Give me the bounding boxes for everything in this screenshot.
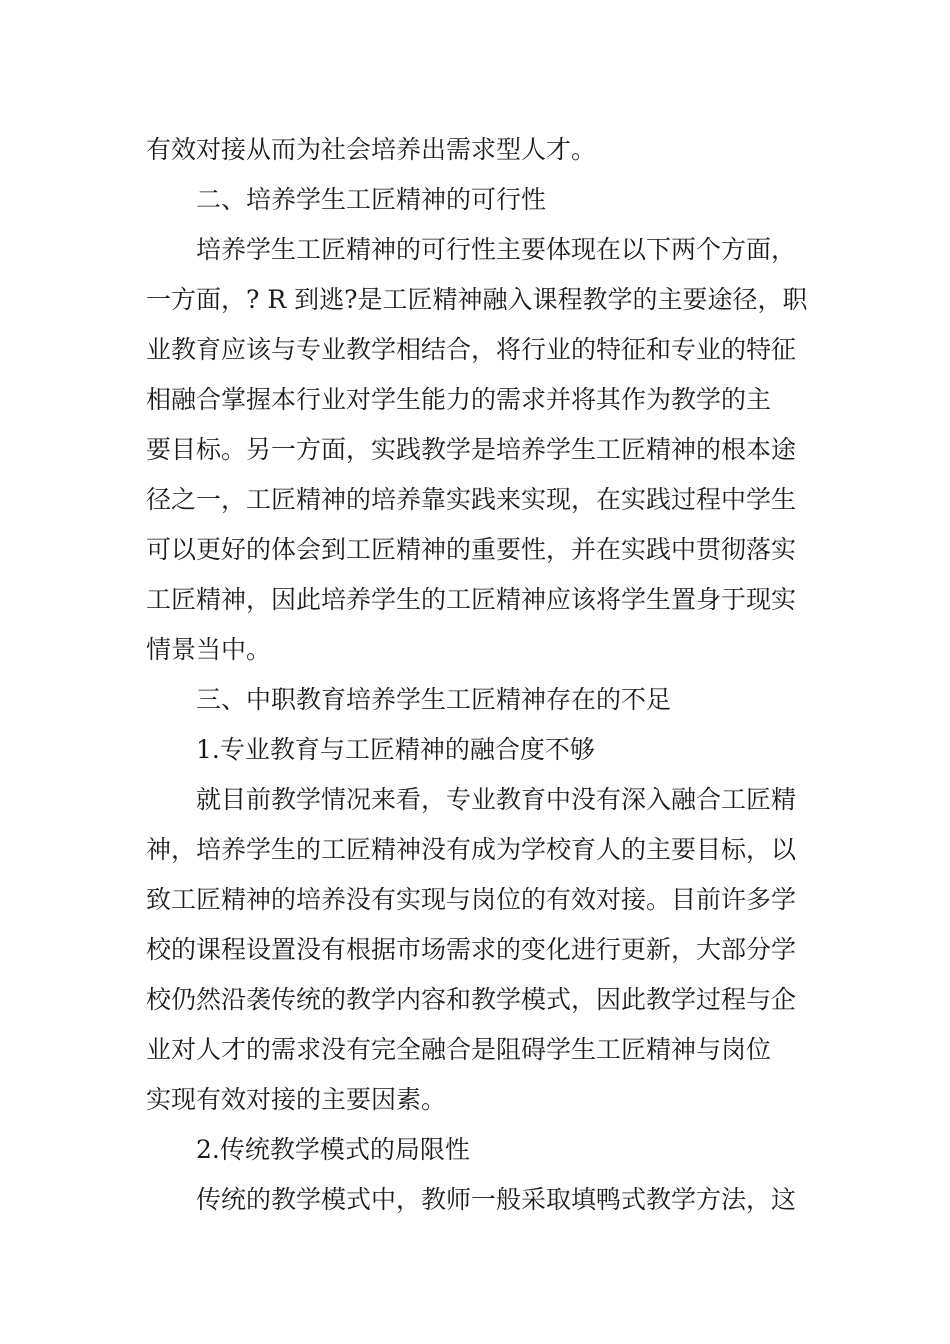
paragraph-line: 实现有效对接的主要因素。 <box>146 1085 447 1114</box>
paragraph-line: 培养学生工匠精神的可行性主要体现在以下两个方面， <box>196 235 797 264</box>
paragraph-line: 有效对接从而为社会培养出需求型人才。 <box>146 135 597 164</box>
paragraph-line: 传统的教学模式中，教师一般采取填鸭式教学方法，这 <box>196 1185 797 1214</box>
paragraph-line: 致工匠精神的培养没有实现与岗位的有效对接。目前许多学 <box>146 885 797 914</box>
paragraph-line: 业对人才的需求没有完全融合是阻碍学生工匠精神与岗位 <box>146 1035 772 1064</box>
paragraph-line: 要目标。另一方面，实践教学是培养学生工匠精神的根本途 <box>146 435 797 464</box>
paragraph-line: 相融合掌握本行业对学生能力的需求并将其作为教学的主 <box>146 385 772 414</box>
paragraph-line: 工匠精神，因此培养学生的工匠精神应该将学生置身于现实 <box>146 585 797 614</box>
paragraph-line: 校的课程设置没有根据市场需求的变化进行更新，大部分学 <box>146 935 797 964</box>
subsection-heading: 1.专业教育与工匠精神的融合度不够 <box>196 735 595 764</box>
subsection-heading: 2.传统教学模式的局限性 <box>196 1135 470 1164</box>
paragraph-line: 校仍然沿袭传统的教学内容和教学模式，因此教学过程与企 <box>146 985 797 1014</box>
paragraph-line: 就目前教学情况来看，专业教育中没有深入融合工匠精 <box>196 785 797 814</box>
paragraph-line: 神，培养学生的工匠精神没有成为学校育人的主要目标，以 <box>146 835 797 864</box>
paragraph-line: 一方面，? R 到逃?是工匠精神融入课程教学的主要途径，职 <box>146 285 808 314</box>
paragraph-line: 可以更好的体会到工匠精神的重要性，并在实践中贯彻落实 <box>146 535 797 564</box>
paragraph-line: 情景当中。 <box>146 635 272 664</box>
section-heading: 二、培养学生工匠精神的可行性 <box>196 185 547 214</box>
paragraph-line: 径之一，工匠精神的培养靠实践来实现，在实践过程中学生 <box>146 485 797 514</box>
section-heading: 三、中职教育培养学生工匠精神存在的不足 <box>196 685 672 714</box>
paragraph-line: 业教育应该与专业教学相结合，将行业的特征和专业的特征 <box>146 335 797 364</box>
